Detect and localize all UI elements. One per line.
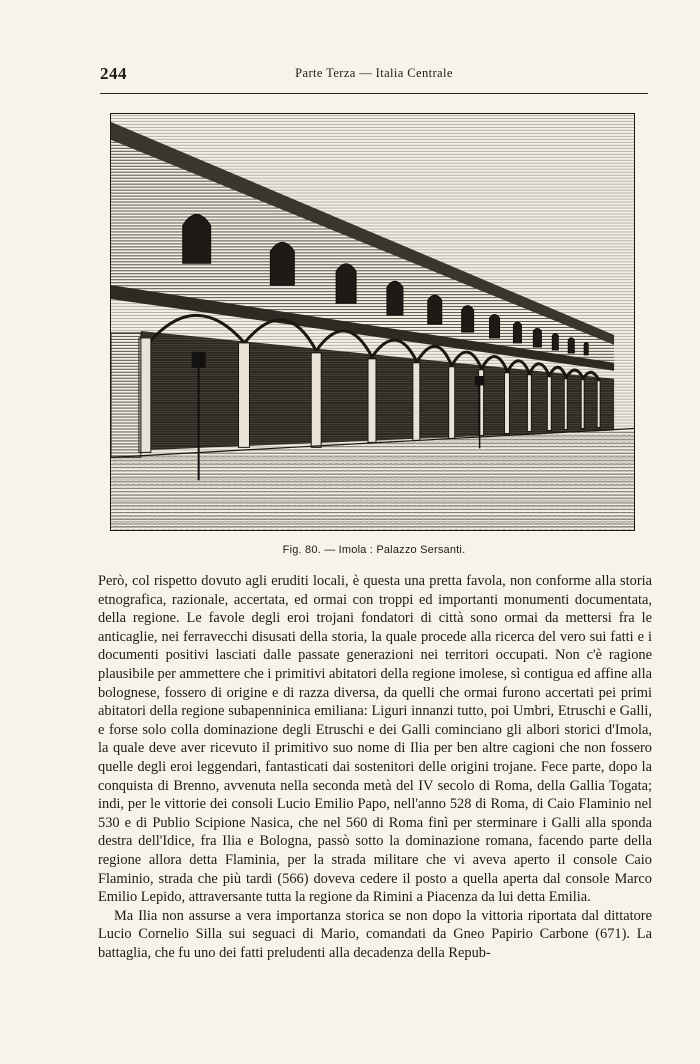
running-title: Parte Terza — Italia Centrale xyxy=(295,66,453,80)
page-number: 244 xyxy=(100,64,127,83)
paragraph-2: Ma Ilia non assurse a vera importanza storica se non dopo la vittoria riportata dal dittatore Lucio Cornelio Silla sui seguaci di Mario, comandati da Gneo Papirio Carbone (671). La battaglia, che fu uno dei fatti preludenti alla decadenza della Repub- xyxy=(98,907,652,961)
engraving-figure xyxy=(110,113,635,531)
paragraph-1: Però, col rispetto dovuto agli eruditi locali, è questa una pretta favola, non conforme alla storia etnografica, razionale, accertata, ed ormai con troppi ed importanti monumenti documentata, della regione. Le favole degli eroi trojani fondatori di città sono ormai da mettersi fra le anticaglie, nei ferravecchi disusati della storia, la quale procede alla ricerca del vero sui fatti e i documenti positivi lasciati dalle passate generazioni nei territori occupati. Non c'è ragione plausibile per ammettere che i primitivi abitatori della regione imolese, sì contigua ed affine alla bolognese, fossero di origine e di razza diversa, da quelli che ormai furono accertati pei primi abitatori della regione subapenninica emiliana: Liguri innanzi tutto, poi Umbri, Etruschi e Galli, e forse solo colla dominazione degli Etruschi e dei Galli cominciano gli albori storici d'Imola, la quale deve aver ricevuto il primitivo suo nome di Ilia per ben altre cagioni che non fossero quelle degli eroi leggendari, fantasticati dai sostenitori delle origini trojane. Fece parte, dopo la conquista di Brenno, avvenuta nella seconda metà del IV secolo di Roma, della Gallia Togata; indi, per le vittorie dei consoli Lucio Emilio Papo, nell'anno 528 di Roma, di Caio Flaminio nel 530 e di Publio Scipione Nasica, che nel 560 di Roma finì per sterminare i Galli alla sponda destra dell'Idice, fra Ilia e Bologna, passò sotto la dominazione romana, facendo parte della regione allora detta Flaminia, per la strada militare che vi aveva aperto il console Caio Flaminio, strada che più tardi (566) doveva cedere il posto a quella aperta dal console Marco Emilio Lepido, attraversante tutta la regione da Rimini a Piacenza da lui detta Emilia. xyxy=(98,573,652,906)
palazzo-engraving xyxy=(111,114,634,530)
figure-caption: Fig. 80. — Imola : Palazzo Sersanti. xyxy=(282,544,466,556)
header-rule xyxy=(100,93,648,94)
page-header xyxy=(100,64,648,86)
body-text xyxy=(98,572,652,962)
